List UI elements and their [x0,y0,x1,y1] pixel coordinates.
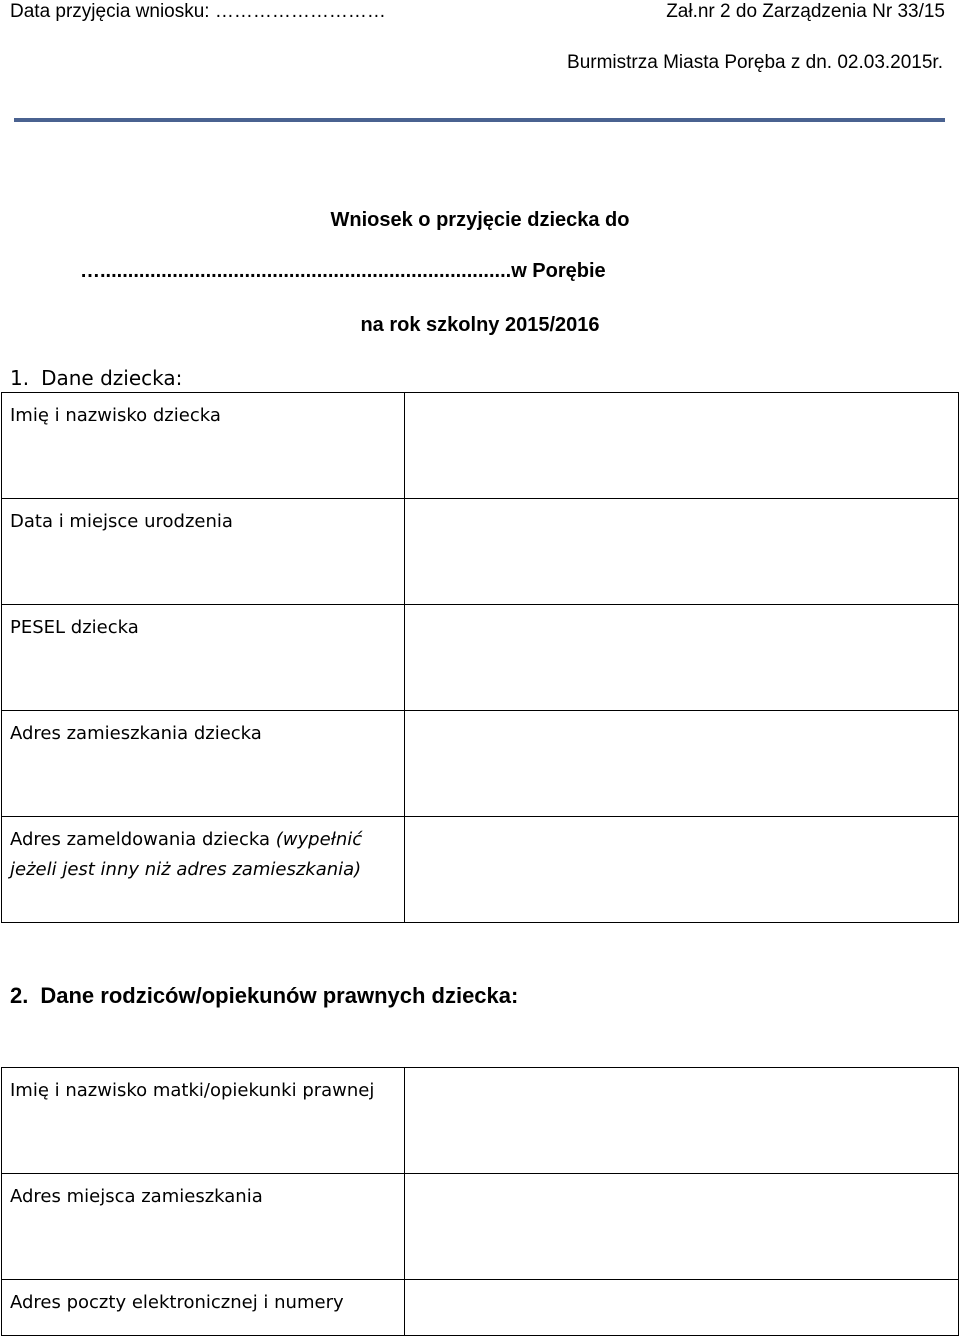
attachment-reference: Zał.nr 2 do Zarządzenia Nr 33/15 [666,1,945,22]
school-year: na rok szkolny 2015/2016 [360,314,600,336]
birth-date-place-field[interactable] [405,499,959,605]
application-date-line: Data przyjęcia wniosku: ……………………… [10,1,386,22]
mother-name-field[interactable] [405,1068,959,1174]
residence-address-label: Adres zamieszkania dziecka [2,711,405,817]
table-row [2,1174,959,1280]
pesel-field[interactable] [405,605,959,711]
parents-data-table [1,1067,959,1336]
section-1-number: 1. [10,366,30,390]
table-row [2,817,959,923]
mother-address-label: Adres miejsca zamieszkania [2,1174,405,1280]
child-data-table [1,392,959,923]
pesel-label: PESEL dziecka [2,605,405,711]
table-row [2,393,959,499]
table-row [2,711,959,817]
header-rule [14,118,945,122]
child-name-label: Imię i nazwisko dziecka [2,393,405,499]
ordinance-reference: Burmistrza Miasta Poręba z dn. 02.03.2015r. [567,52,943,73]
form-title: Wniosek o przyjęcie dziecka do [330,209,630,231]
mother-name-label: Imię i nazwisko matki/opiekunki prawnej [2,1068,405,1174]
birth-date-place-label: Data i miejsce urodzenia [2,499,405,605]
registered-address-label-cell [2,817,405,923]
registered-address-field[interactable] [405,817,959,923]
email-phone-label: Adres poczty elektronicznej i numery [2,1280,405,1336]
section-1-heading [10,366,182,390]
section-2-number: 2. [10,983,29,1008]
residence-address-field[interactable] [405,711,959,817]
registered-address-note: (wypełnić jeżeli jest inny niż adres zamieszkania) [10,829,363,880]
table-row [2,605,959,711]
registered-address-label: Adres zameldowania dziecka [10,829,271,850]
table-row [2,499,959,605]
section-2-heading [10,983,518,1009]
table-row [2,1280,959,1336]
mother-address-field[interactable] [405,1174,959,1280]
section-1-title: Dane dziecka: [41,366,183,390]
email-phone-field[interactable] [405,1280,959,1336]
child-name-field[interactable] [405,393,959,499]
section-2-title: Dane rodziców/opiekunów prawnych dziecka: [40,983,519,1008]
institution-line: …..........................................................................w Porębie [80,260,606,282]
table-row [2,1068,959,1174]
